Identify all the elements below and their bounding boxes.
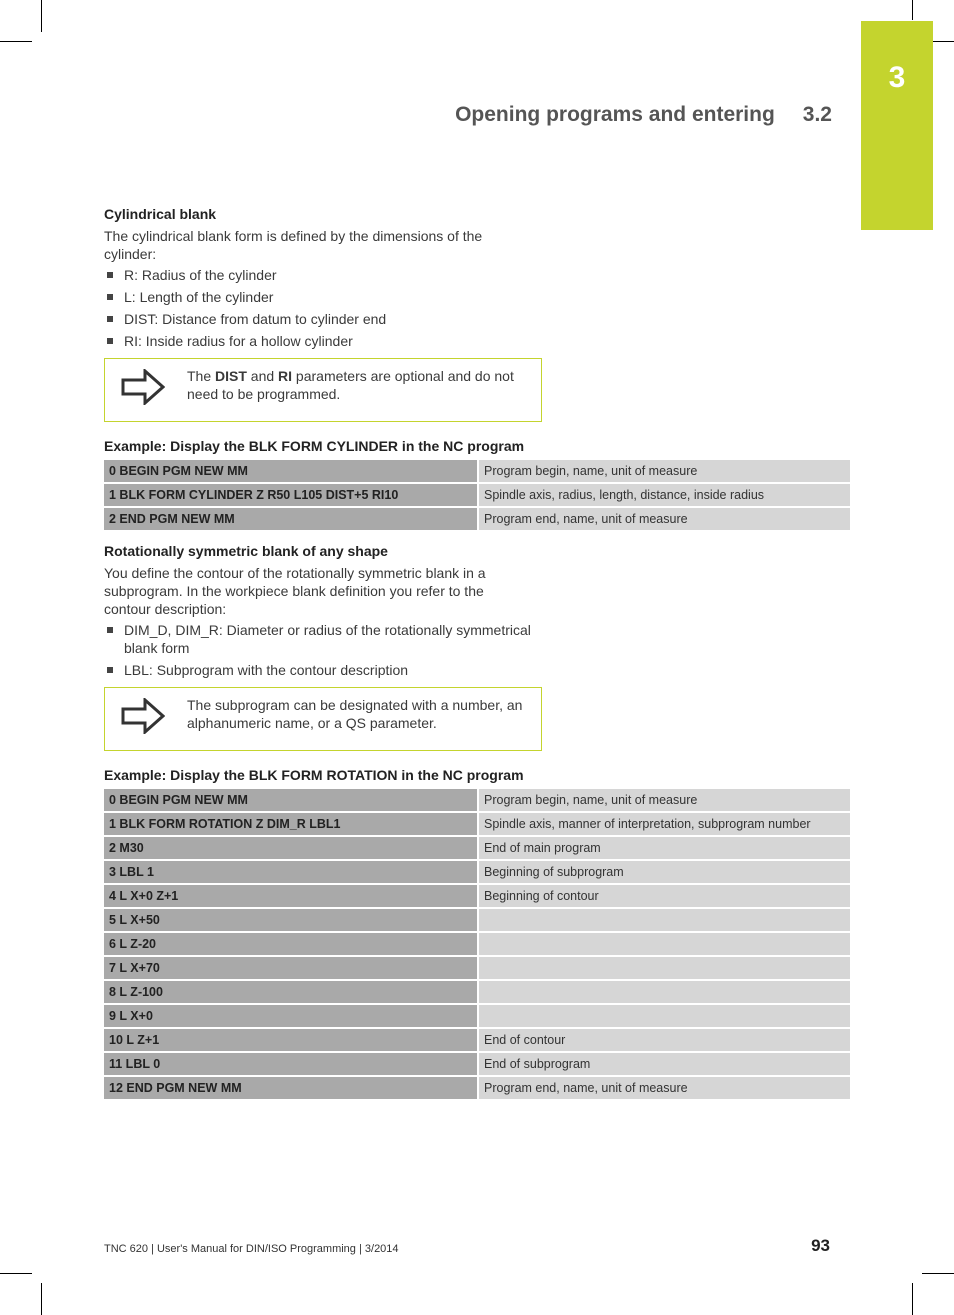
section-number: 3.2 bbox=[802, 103, 832, 126]
list-item: LBL: Subprogram with the contour description bbox=[104, 661, 534, 679]
note-box bbox=[104, 358, 542, 422]
example1-heading: Example: Display the BLK FORM CYLINDER in the NC program bbox=[104, 438, 525, 454]
crop-mark bbox=[922, 1273, 954, 1274]
table-row: 8 L Z-100 bbox=[104, 981, 850, 1003]
table-row: 2 M30 End of main program bbox=[104, 837, 850, 859]
cylindrical-intro: The cylindrical blank form is defined by the dimensions of the cylinder: bbox=[104, 228, 483, 262]
table-row: 6 L Z-20 bbox=[104, 933, 850, 955]
list-item: DIST: Distance from datum to cylinder end bbox=[104, 310, 534, 328]
example1-table bbox=[104, 458, 850, 532]
arrow-right-icon bbox=[121, 698, 165, 734]
section-title: Opening programs and entering bbox=[455, 103, 775, 126]
footer-text: TNC 620 | User's Manual for DIN/ISO Programming | 3/2014 bbox=[104, 1243, 399, 1255]
list-item: RI: Inside radius for a hollow cylinder bbox=[104, 332, 534, 350]
table-row: 11 LBL 0 End of subprogram bbox=[104, 1053, 850, 1075]
rotational-heading: Rotationally symmetric blank of any shape bbox=[104, 543, 388, 559]
cylindrical-list bbox=[104, 266, 534, 354]
note-box bbox=[104, 687, 542, 751]
cylindrical-heading: Cylindrical blank bbox=[104, 206, 217, 222]
rotational-intro: You define the contour of the rotationally symmetric blank in a subprogram. In the workpiece blank definition you refer to the contour description: bbox=[104, 565, 486, 617]
table-row: 3 LBL 1 Beginning of subprogram bbox=[104, 861, 850, 883]
table-row: 0 BEGIN PGM NEW MM Program begin, name, unit of measure bbox=[104, 789, 850, 811]
list-item: DIM_D, DIM_R: Diameter or radius of the rotationally symmetrical blank form bbox=[104, 621, 534, 657]
list-item: R: Radius of the cylinder bbox=[104, 266, 534, 284]
list-item: L: Length of the cylinder bbox=[104, 288, 534, 306]
crop-mark bbox=[0, 41, 32, 42]
table-row: 10 L Z+1 End of contour bbox=[104, 1029, 850, 1051]
crop-mark bbox=[912, 0, 913, 20]
table-row: 7 L X+70 bbox=[104, 957, 850, 979]
table-row: 1 BLK FORM CYLINDER Z R50 L105 DIST+5 RI10 Spindle axis, radius, length, distance, inside radius bbox=[104, 484, 850, 506]
crop-mark bbox=[41, 0, 42, 32]
chapter-number: 3 bbox=[888, 61, 906, 94]
crop-mark bbox=[912, 1283, 913, 1315]
crop-mark bbox=[0, 1273, 32, 1274]
table-row: 4 L X+0 Z+1 Beginning of contour bbox=[104, 885, 850, 907]
section-header bbox=[455, 103, 832, 127]
table-row: 2 END PGM NEW MM Program end, name, unit of measure bbox=[104, 508, 850, 530]
note-text: The subprogram can be designated with a number, an alphanumeric name, or a QS parameter. bbox=[187, 697, 523, 731]
table-row: 0 BEGIN PGM NEW MM Program begin, name, unit of measure bbox=[104, 460, 850, 482]
page-number: 93 bbox=[811, 1236, 830, 1255]
table-row: 1 BLK FORM ROTATION Z DIM_R LBL1 Spindle axis, manner of interpretation, subprogram number bbox=[104, 813, 850, 835]
example2-heading: Example: Display the BLK FORM ROTATION in the NC program bbox=[104, 767, 524, 783]
table-row: 9 L X+0 bbox=[104, 1005, 850, 1027]
note-text: The DIST and RI parameters are optional and do not need to be programmed. bbox=[187, 368, 514, 402]
chapter-tab bbox=[861, 21, 933, 230]
crop-mark bbox=[41, 1283, 42, 1315]
rotational-list bbox=[104, 621, 534, 683]
table-row: 5 L X+50 bbox=[104, 909, 850, 931]
arrow-right-icon bbox=[121, 369, 165, 405]
table-row: 12 END PGM NEW MM Program end, name, unit of measure bbox=[104, 1077, 850, 1099]
example2-table bbox=[104, 787, 850, 1101]
